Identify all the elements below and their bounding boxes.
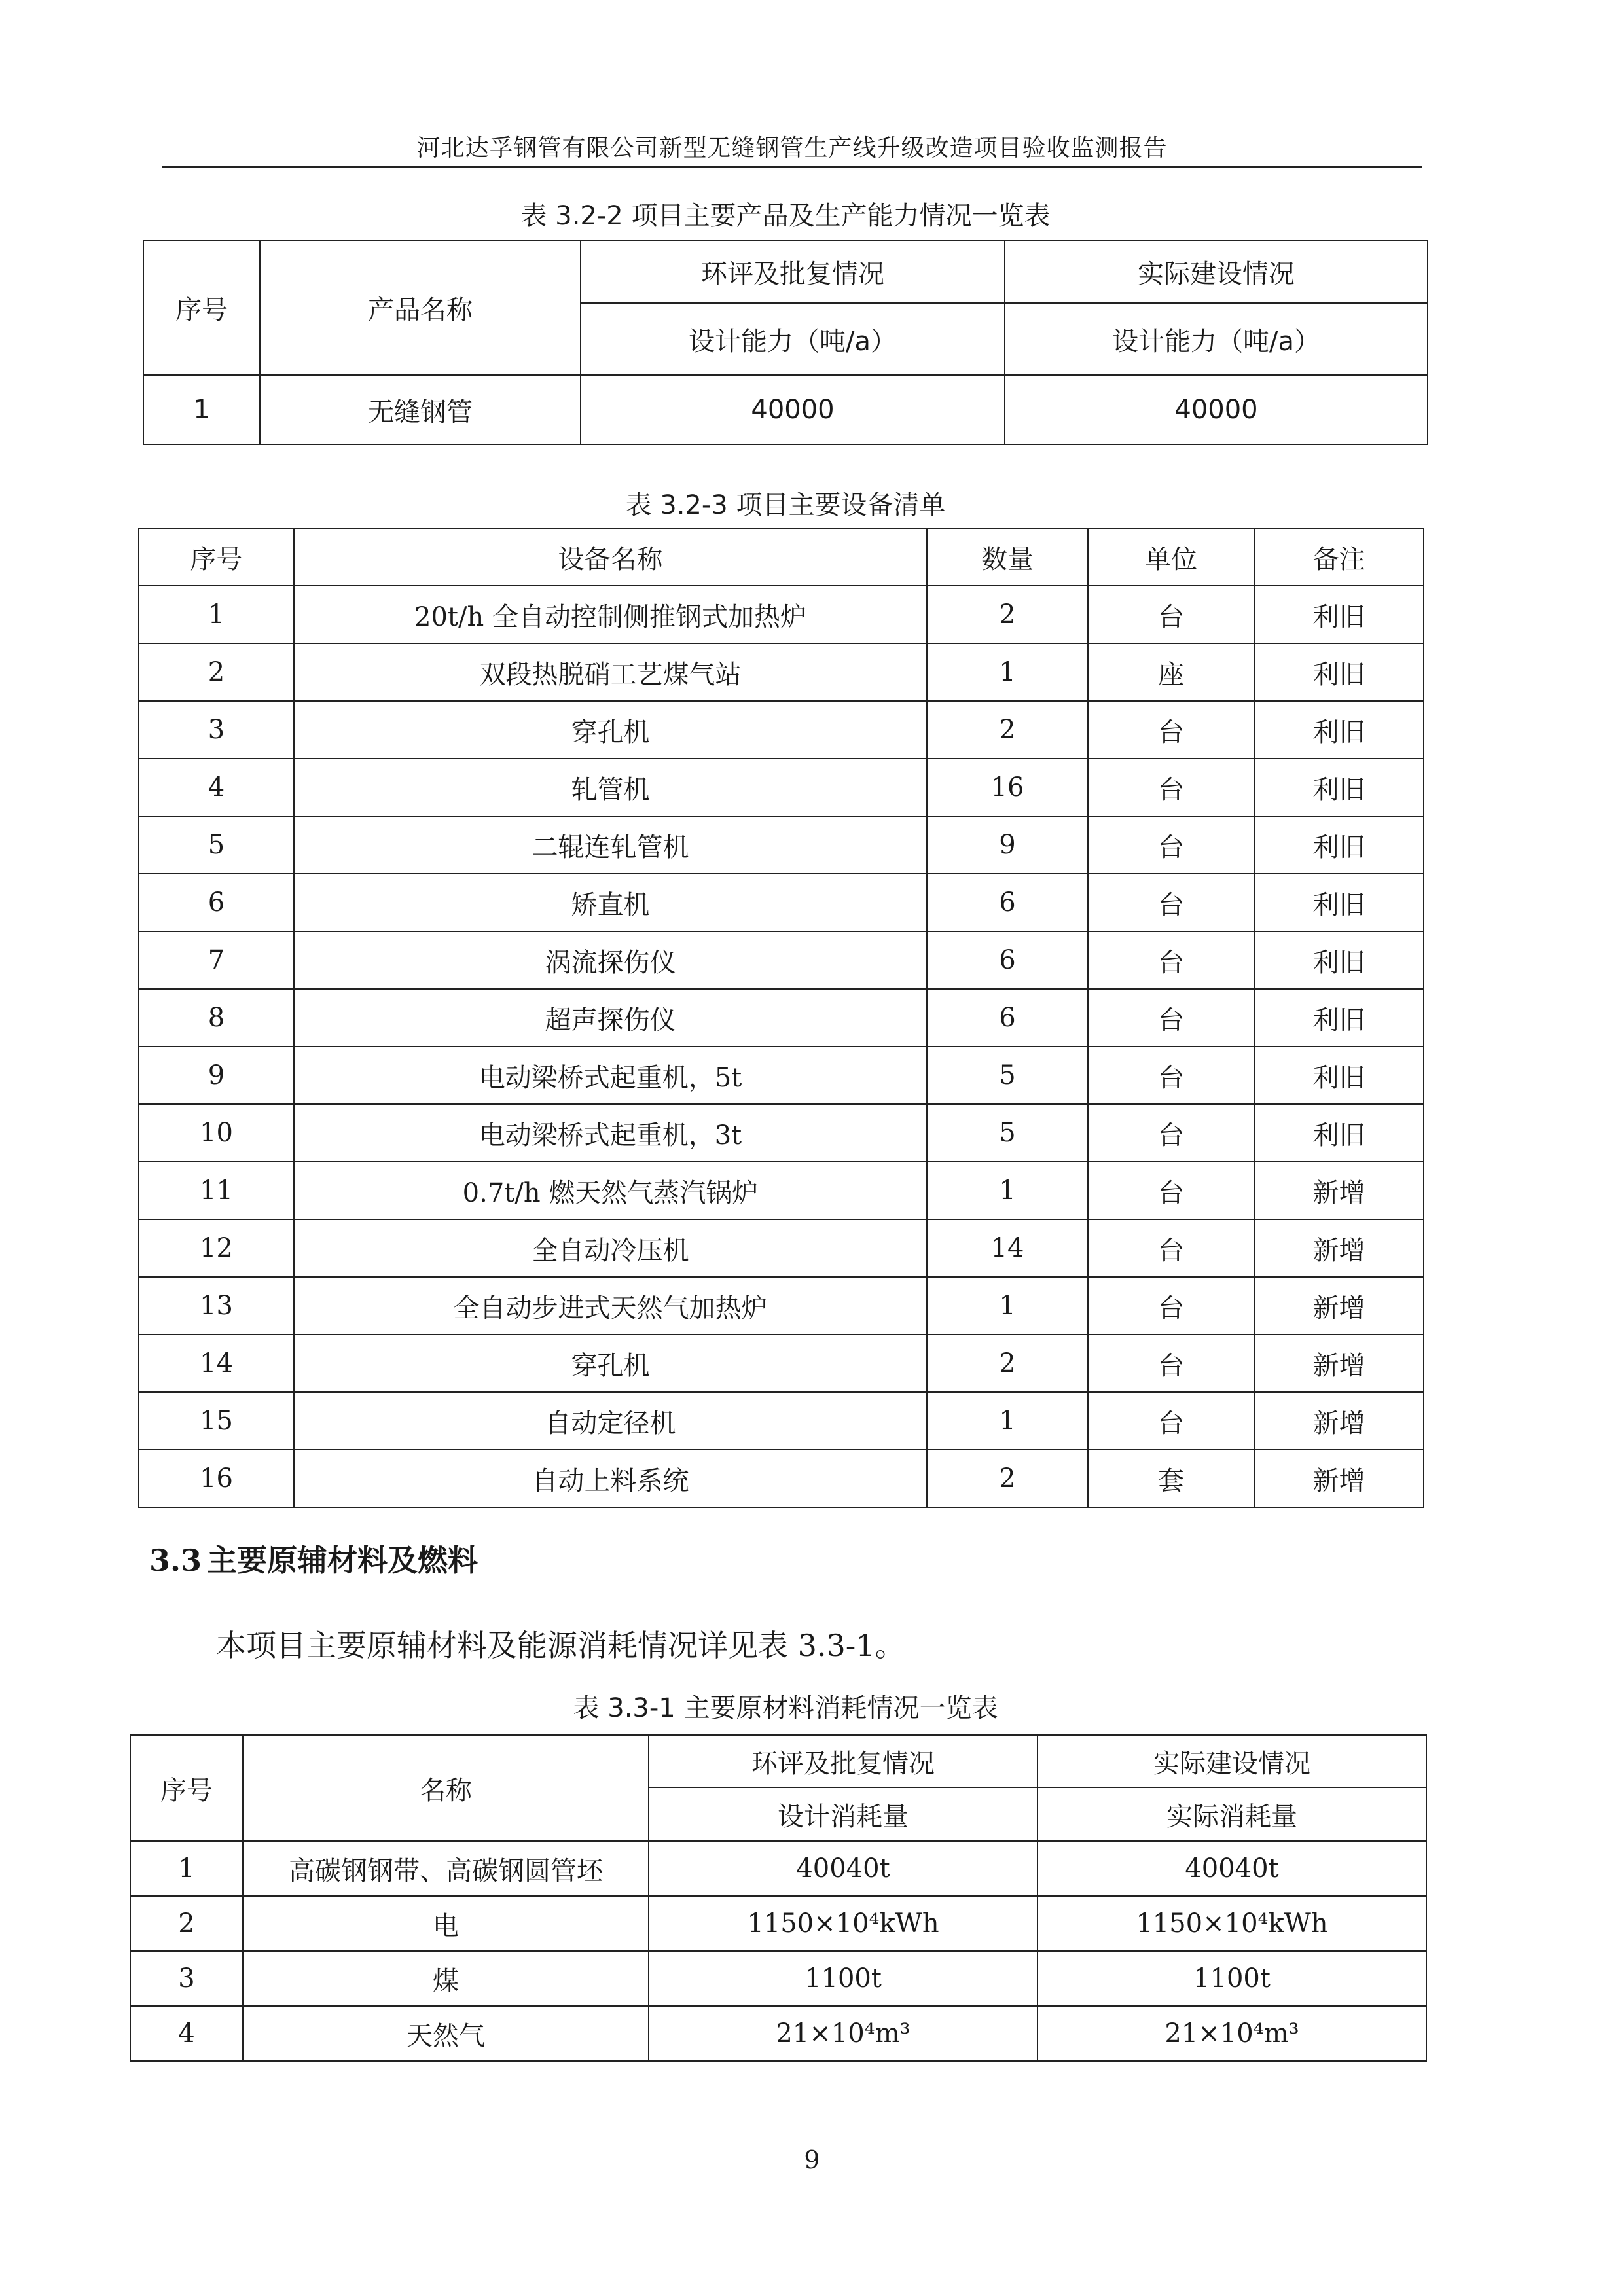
table-3-2-3-header-no: 序号: [139, 528, 294, 586]
table-3-2-3: [138, 528, 1424, 1508]
table-cell-qty: 1: [927, 1392, 1088, 1450]
materials-table-body: [130, 1841, 1426, 2061]
table-cell-no: 2: [139, 643, 294, 701]
table-cell-qty: 1: [927, 643, 1088, 701]
table-3-3-1-header-no: 序号: [130, 1735, 243, 1841]
section-heading: [149, 1537, 478, 1580]
table-cell-note: 利旧: [1254, 759, 1424, 816]
table-row: [139, 759, 1424, 816]
table-cell-no: 8: [139, 989, 294, 1047]
table-row: [139, 1047, 1424, 1104]
table-row: [139, 874, 1424, 931]
table-cell-no: 1: [130, 1841, 243, 1896]
table-cell-name: 电动梁桥式起重机，5t: [294, 1047, 927, 1104]
table-cell-name: 涡流探伤仪: [294, 931, 927, 989]
table-cell-qty: 6: [927, 989, 1088, 1047]
table-cell-name: 20t/h 全自动控制侧推钢式加热炉: [294, 586, 927, 643]
table-cell-no: 13: [139, 1277, 294, 1335]
table-cell-qty: 5: [927, 1104, 1088, 1162]
table-cell-note: 利旧: [1254, 586, 1424, 643]
table-cell-no: 10: [139, 1104, 294, 1162]
table-3-2-3-header-note: 备注: [1254, 528, 1424, 586]
table-cell-note: 利旧: [1254, 874, 1424, 931]
table-cell-no: 5: [139, 816, 294, 874]
table-cell-name: 全自动冷压机: [294, 1219, 927, 1277]
table-3-3-1-caption: 表 3.3-1 主要原材料消耗情况一览表: [573, 1693, 998, 1723]
table-cell-no: 3: [130, 1951, 243, 2006]
table-cell-note: 利旧: [1254, 1047, 1424, 1104]
table-cell-note: 利旧: [1254, 989, 1424, 1047]
table-cell-no: 9: [139, 1047, 294, 1104]
table-cell-name: 天然气: [243, 2006, 649, 2061]
table-row: [130, 1841, 1426, 1896]
table-3-3-1-header-eia: 环评及批复情况: [649, 1735, 1038, 1787]
table-cell-name: 电动梁桥式起重机，3t: [294, 1104, 927, 1162]
table-cell-actual: 40000: [1005, 375, 1428, 444]
table-3-3-1-header-eia-sub: 设计消耗量: [649, 1787, 1038, 1841]
table-cell-unit: 台: [1088, 701, 1254, 759]
table-cell-no: 6: [139, 874, 294, 931]
table-cell-name: 穿孔机: [294, 1335, 927, 1392]
page-number: 9: [804, 2145, 820, 2174]
table-cell-note: 新增: [1254, 1450, 1424, 1507]
table-cell-note: 利旧: [1254, 1104, 1424, 1162]
table-cell-name: 轧管机: [294, 759, 927, 816]
table-cell-unit: 台: [1088, 1104, 1254, 1162]
table-row: [139, 1450, 1424, 1507]
table-cell-no: 12: [139, 1219, 294, 1277]
table-3-2-3-header-unit: 单位: [1088, 528, 1254, 586]
table-cell-no: 15: [139, 1392, 294, 1450]
table-cell-name: 二辊连轧管机: [294, 816, 927, 874]
table-cell-unit: 台: [1088, 1219, 1254, 1277]
table-cell-eia: 40000: [581, 375, 1005, 444]
table-cell-qty: 16: [927, 759, 1088, 816]
table-row: [139, 1162, 1424, 1219]
table-cell-note: 新增: [1254, 1277, 1424, 1335]
table-cell-note: 利旧: [1254, 931, 1424, 989]
table-cell-no: 2: [130, 1896, 243, 1951]
table-cell-qty: 14: [927, 1219, 1088, 1277]
table-cell-no: 1: [139, 586, 294, 643]
table-cell-unit: 台: [1088, 931, 1254, 989]
section-paragraph: 本项目主要原辅材料及能源消耗情况详见表 3.3-1。: [216, 1628, 905, 1663]
table-cell-unit: 台: [1088, 1277, 1254, 1335]
table-3-2-2-header-eia: 环评及批复情况: [581, 240, 1005, 303]
report-header-title: 河北达孚钢管有限公司新型无缝钢管生产线升级改造项目验收监测报告: [416, 135, 1168, 162]
table-cell-no: 3: [139, 701, 294, 759]
table-cell-no: 16: [139, 1450, 294, 1507]
table-cell-actual: 1150×10⁴kWh: [1038, 1896, 1426, 1951]
table-cell-name: 穿孔机: [294, 701, 927, 759]
table-3-2-3-header-name: 设备名称: [294, 528, 927, 586]
table-cell-note: 新增: [1254, 1162, 1424, 1219]
table-cell-name: 煤: [243, 1951, 649, 2006]
header-divider: [162, 166, 1422, 168]
table-row: [139, 1104, 1424, 1162]
section-number: 3.3: [149, 1543, 202, 1578]
table-cell-unit: 台: [1088, 586, 1254, 643]
table-3-3-1-header-actual-sub: 实际消耗量: [1038, 1787, 1426, 1841]
table-row: [130, 2006, 1426, 2061]
table-cell-name: 双段热脱硝工艺煤气站: [294, 643, 927, 701]
table-cell-no: 4: [130, 2006, 243, 2061]
table-3-2-2: [143, 240, 1428, 445]
table-cell-note: 利旧: [1254, 643, 1424, 701]
table-cell-qty: 2: [927, 701, 1088, 759]
table-cell-qty: 1: [927, 1277, 1088, 1335]
table-cell-note: 新增: [1254, 1219, 1424, 1277]
table-cell-unit: 台: [1088, 816, 1254, 874]
table-row: [139, 1392, 1424, 1450]
table-row: [139, 816, 1424, 874]
table-cell-no: 4: [139, 759, 294, 816]
section-title: 主要原辅材料及燃料: [207, 1543, 478, 1578]
table-row: [139, 1335, 1424, 1392]
table-cell-qty: 9: [927, 816, 1088, 874]
table-cell-qty: 5: [927, 1047, 1088, 1104]
table-cell-eia: 40040t: [649, 1841, 1038, 1896]
table-row: [130, 1951, 1426, 2006]
table-3-2-3-caption: 表 3.2-3 项目主要设备清单: [625, 490, 946, 520]
equipment-table-body: [139, 586, 1424, 1507]
table-cell-no: 7: [139, 931, 294, 989]
table-cell-note: 新增: [1254, 1392, 1424, 1450]
table-3-2-2-header-actual: 实际建设情况: [1005, 240, 1428, 303]
table-cell-unit: 台: [1088, 759, 1254, 816]
table-3-3-1-header-name: 名称: [243, 1735, 649, 1841]
table-cell-name: 0.7t/h 燃天然气蒸汽锅炉: [294, 1162, 927, 1219]
table-cell-unit: 台: [1088, 874, 1254, 931]
table-cell-eia: 1150×10⁴kWh: [649, 1896, 1038, 1951]
table-3-3-1: [130, 1734, 1427, 2062]
table-row: [130, 1896, 1426, 1951]
table-3-2-3-header-qty: 数量: [927, 528, 1088, 586]
table-row: [143, 375, 1428, 444]
table-cell-actual: 40040t: [1038, 1841, 1426, 1896]
table-cell-unit: 台: [1088, 989, 1254, 1047]
table-cell-no: 14: [139, 1335, 294, 1392]
table-cell-qty: 2: [927, 1335, 1088, 1392]
table-cell-qty: 2: [927, 1450, 1088, 1507]
table-cell-qty: 6: [927, 874, 1088, 931]
table-row: [139, 643, 1424, 701]
table-cell-qty: 1: [927, 1162, 1088, 1219]
table-cell-unit: 台: [1088, 1162, 1254, 1219]
table-cell-no: 11: [139, 1162, 294, 1219]
table-3-3-1-header-actual: 实际建设情况: [1038, 1735, 1426, 1787]
table-cell-unit: 台: [1088, 1335, 1254, 1392]
table-cell-note: 利旧: [1254, 816, 1424, 874]
table-cell-name: 自动定径机: [294, 1392, 927, 1450]
table-cell-eia: 21×10⁴m³: [649, 2006, 1038, 2061]
table-cell-note: 新增: [1254, 1335, 1424, 1392]
table-row: [139, 989, 1424, 1047]
table-cell-unit: 座: [1088, 643, 1254, 701]
table-row: [139, 701, 1424, 759]
table-cell-unit: 台: [1088, 1047, 1254, 1104]
table-cell-actual: 21×10⁴m³: [1038, 2006, 1426, 2061]
table-cell-unit: 台: [1088, 1392, 1254, 1450]
table-cell-name: 高碳钢钢带、高碳钢圆管坯: [243, 1841, 649, 1896]
table-3-2-2-header-product: 产品名称: [260, 240, 581, 375]
table-cell-note: 利旧: [1254, 701, 1424, 759]
table-cell-qty: 2: [927, 586, 1088, 643]
table-3-2-2-header-actual-sub: 设计能力（吨/a）: [1005, 303, 1428, 375]
table-cell-name: 全自动步进式天然气加热炉: [294, 1277, 927, 1335]
table-cell-actual: 1100t: [1038, 1951, 1426, 2006]
table-cell-eia: 1100t: [649, 1951, 1038, 2006]
table-3-2-2-header-eia-sub: 设计能力（吨/a）: [581, 303, 1005, 375]
table-cell-unit: 套: [1088, 1450, 1254, 1507]
table-row: [139, 1277, 1424, 1335]
table-row: [139, 586, 1424, 643]
table-row: [139, 1219, 1424, 1277]
table-cell-qty: 6: [927, 931, 1088, 989]
table-cell-name: 电: [243, 1896, 649, 1951]
table-cell-no: 1: [143, 375, 260, 444]
table-3-2-2-header-no: 序号: [143, 240, 260, 375]
table-cell-name: 超声探伤仪: [294, 989, 927, 1047]
table-row: [139, 931, 1424, 989]
table-cell-name: 自动上料系统: [294, 1450, 927, 1507]
table-cell-product: 无缝钢管: [260, 375, 581, 444]
table-cell-name: 矫直机: [294, 874, 927, 931]
table-3-2-2-caption: 表 3.2-2 项目主要产品及生产能力情况一览表: [520, 201, 1051, 231]
